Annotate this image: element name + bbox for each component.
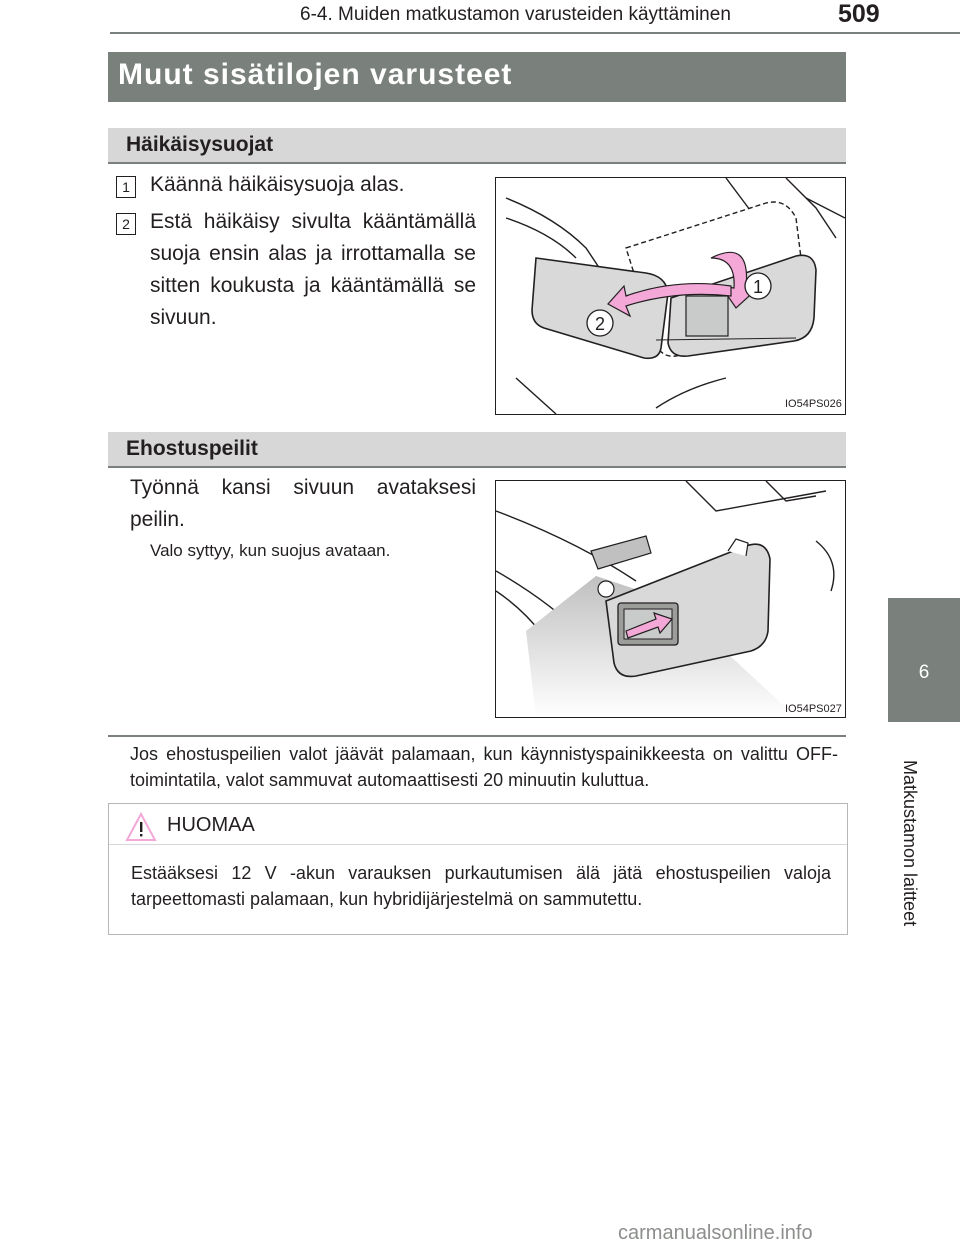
notice-title: HUOMAA bbox=[167, 814, 255, 836]
info-note: Jos ehostuspeilien valot jäävät palamaan, kun käynnistyspainikkeesta on valittu OFF-toimintatila, valot sammuvat automaattisesti 20 minuutin kuluttua. bbox=[130, 744, 838, 790]
info-rule-top bbox=[108, 735, 846, 737]
running-header bbox=[0, 0, 960, 36]
step-number-1: 1 bbox=[116, 176, 136, 198]
notice-box bbox=[108, 803, 848, 935]
page-number: 509 bbox=[838, 0, 880, 28]
chapter-title-vertical bbox=[874, 760, 944, 927]
step-number-2: 2 bbox=[116, 213, 136, 235]
section-title: 6-4. Muiden matkustamon varusteiden käyttäminen bbox=[300, 4, 731, 25]
step-1-text: Käännä häikäisysuoja alas. bbox=[150, 173, 405, 196]
callout-2-label: 2 bbox=[594, 314, 606, 334]
page-title: Muut sisätilojen varusteet bbox=[118, 58, 513, 91]
chapter-title: Matkustamon laitteet bbox=[900, 760, 920, 927]
sun-visor-drawing bbox=[496, 178, 845, 414]
notice-text: Estääksesi 12 V -akun varauksen purkautumisen älä jätä ehostuspeilien valoja tarpeettomasti palamaan, kun hybridijärjestelmä on sammutettu. bbox=[131, 863, 831, 909]
figure-code: IO54PS026 bbox=[785, 398, 842, 410]
section-heading-sun-visors bbox=[108, 128, 846, 164]
vanity-mirror-drawing bbox=[496, 481, 845, 717]
watermark: carmanualsonline.info bbox=[618, 1222, 813, 1244]
notice-divider bbox=[109, 844, 847, 845]
mirror-instruction: Työnnä kansi sivuun avataksesi peilin. bbox=[130, 476, 476, 531]
callout-1-label: 1 bbox=[752, 277, 764, 297]
figure-code: IO54PS027 bbox=[785, 703, 842, 715]
warning-triangle-icon bbox=[125, 812, 157, 842]
vanity-mirror-illustration bbox=[495, 480, 846, 718]
header-rule bbox=[110, 32, 960, 34]
page-title-band bbox=[108, 52, 846, 102]
section-heading-text: Häikäisysuojat bbox=[126, 133, 274, 156]
mirror-light-note: Valo syttyy, kun suojus avataan. bbox=[150, 541, 391, 560]
section-heading-text: Ehostuspeilit bbox=[126, 437, 258, 460]
sun-visor-illustration bbox=[495, 177, 846, 415]
chapter-tab bbox=[888, 598, 960, 722]
chapter-number: 6 bbox=[918, 662, 930, 683]
section-heading-vanity-mirrors bbox=[108, 432, 846, 468]
step-2-text: Estä häikäisy sivulta kääntämällä suoja ensin alas ja irrottamalla se sitten koukusta ja kääntämällä se sivuun. bbox=[150, 210, 476, 329]
